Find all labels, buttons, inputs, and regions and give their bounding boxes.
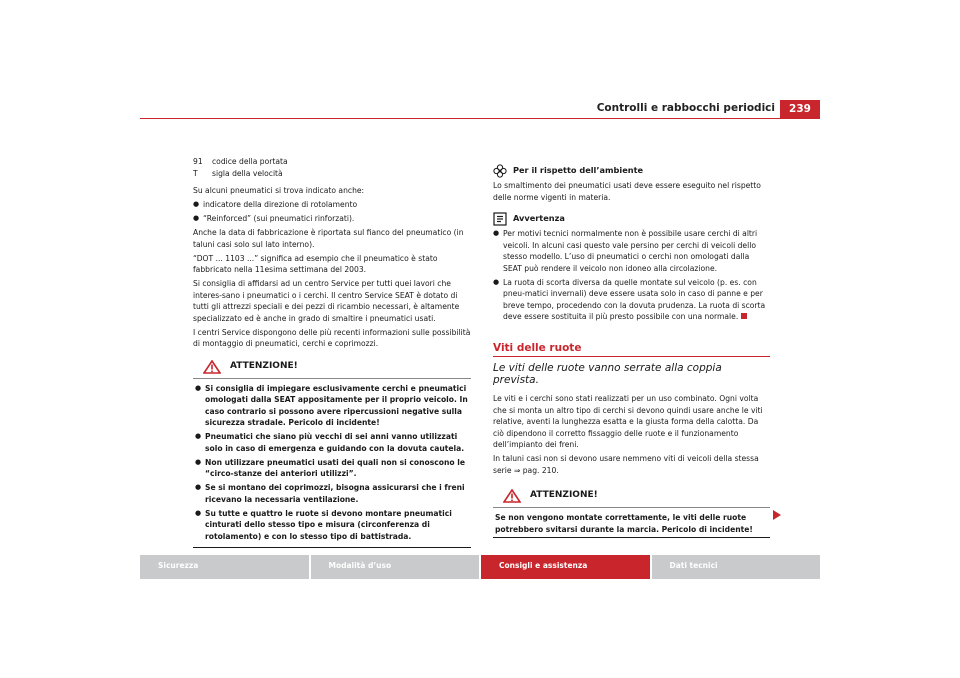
warning-box (493, 485, 770, 538)
note-item-text: La ruota di scorta diversa da quelle montate sul veicolo (p. es. con pneu-matici invernali) deve essere usata solo in caso di panne e per breve tempo, procedendo con la dovuta prudenza. La ruota di scorta deve essere sostituita il più presto possibile con una normale. (503, 277, 766, 321)
warning-triangle-icon (203, 360, 221, 374)
bullet-item (193, 213, 471, 225)
bullet-icon: ● (193, 214, 200, 222)
legend-key: T (193, 168, 198, 178)
bullet-text: “Reinforced” (sui pneumatici rinforzati). (203, 214, 355, 223)
warning-item-text: Non utilizzare pneumatici usati dei quali non si conoscono le “circo-stanze dei anteriori utilizzi”. (205, 457, 466, 478)
bullet-icon: ● (195, 383, 202, 392)
warning-item-text: Si consiglia di impiegare esclusivamente cerchi e pneumatici omologati dalla SEAT appositamente per il proprio veicolo. In caso contrario si possono avere ripercussioni negative sulla sicurezza stradale. Pericolo di incidente! (205, 383, 468, 427)
bullet-icon: ● (195, 432, 202, 440)
warning-item (195, 383, 469, 429)
left-column (193, 156, 471, 548)
warning-item-text: Su tutte e quattro le ruote si devono montare pneumatici cinturati dello stesso tipo e misura (circonferenza di rotolamento) e con lo stesso tipo di battistrada. (205, 508, 452, 541)
warning-item (195, 508, 469, 543)
bullet-icon: ● (195, 508, 202, 517)
warning-body (193, 383, 471, 547)
legend-row (193, 156, 471, 168)
warning-item (195, 482, 469, 505)
environment-text: Lo smaltimento dei pneumatici usati deve essere eseguito nel rispetto delle norme vigenti in materia. (493, 181, 761, 202)
chapter-title: Controlli e rabbocchi periodici (596, 102, 775, 114)
warning-title: ATTENZIONE! (230, 360, 298, 371)
note-item (493, 228, 770, 274)
legend-key: 91 (193, 157, 203, 166)
note-icon (493, 212, 507, 226)
environment-title: Per il rispetto dell’ambiente (513, 165, 644, 176)
bullet-icon: ● (195, 457, 202, 466)
intro-text: Su alcuni pneumatici si trova indicato anche: (193, 186, 365, 195)
legend-row (193, 168, 471, 180)
footer-nav (140, 555, 820, 579)
warning-title: ATTENZIONE! (530, 490, 598, 501)
warning-item (195, 431, 469, 454)
note-item-text: Per motivi tecnici normalmente non è possibile usare cerchi di altri veicoli. In alcuni casi questo vale persino per cerchi di veicoli dello stesso modello. L’uso di pneumatici o cerchi non omologati dalla SEAT può rendere il veicolo non idoneo alla circolazione. (503, 229, 758, 273)
warning-item (195, 457, 469, 480)
section-title: Viti delle ruote (493, 343, 770, 358)
warning-header (193, 356, 471, 379)
tab-dati-tecnici[interactable]: Dati tecnici (652, 555, 821, 579)
warning-header (493, 485, 770, 508)
warning-body: Se non vengono montate correttamente, le viti delle ruote potrebbero svitarsi durante la marcia. Pericolo di incidente! (495, 513, 753, 534)
bullet-icon: ● (493, 277, 500, 286)
bullet-icon: ● (195, 483, 202, 491)
environment-header (493, 164, 770, 178)
warning-item-text: Se si montano dei coprimozzi, bisogna assicurarsi che i freni ricevano la necessaria ventilazione. (205, 483, 465, 504)
paragraph: Le viti e i cerchi sono stati realizzati per un uso combinato. Ogni volta che si monta un altro tipo di cerchi si devono quindi usare anche le viti relative, aventi la lunghezza esatta e la giusta forma della calotta. Da ciò dipendono il corretto fissaggio delle ruote e il funzionamento dell’impianto dei freni. (493, 394, 763, 449)
page-number: 239 (780, 100, 820, 118)
note-header (493, 212, 770, 226)
paragraph: Si consiglia di affidarsi ad un centro Service per tutti quei lavori che interes-sano i pneumatici o i cerchi. Il centro Service SEAT è dotato di tutti gli attrezzi speciali e dei pezzi di ricambio necessari, è altamente specializzato ed è anche in grado di smaltire i pneumatici usati. (193, 279, 460, 323)
legend-text: sigla della velocità (212, 168, 283, 178)
arrow-right-icon[interactable] (773, 510, 781, 520)
warning-triangle-icon (503, 489, 521, 503)
paragraph: In taluni casi non si devono usare nemmeno viti di veicoli della stessa serie ⇒ pag. 210. (493, 454, 759, 475)
page-header (140, 100, 820, 118)
paragraph: “DOT ... 1103 ...” significa ad esempio che il pneumatico è stato fabbricato nella 11esima settimana del 2003. (193, 253, 438, 274)
right-column (493, 164, 770, 538)
tab-sicurezza[interactable]: Sicurezza (140, 555, 309, 579)
bullet-text: indicatore della direzione di rotolamento (203, 200, 358, 209)
paragraph: I centri Service dispongono delle più recenti informazioni sulle possibilità di montaggio di pneumatici, cerchi e coprimozzi. (193, 327, 471, 348)
tab-modalita-uso[interactable]: Modalità d’uso (311, 555, 480, 579)
end-marker (741, 313, 747, 319)
note-title: Avvertenza (513, 213, 565, 224)
legend-text: codice della portata (212, 157, 288, 166)
note-item (493, 277, 770, 323)
bullet-icon: ● (193, 200, 200, 208)
header-rule (140, 118, 820, 119)
bullet-icon: ● (493, 229, 500, 237)
bullet-item (193, 199, 471, 211)
warning-box (193, 356, 471, 548)
paragraph: Anche la data di fabbricazione è riportata sul fianco del pneumatico (in taluni casi solo sul lato interno). (193, 228, 464, 249)
flower-icon (493, 164, 507, 178)
tab-consigli-assistenza[interactable]: Consigli e assistenza (481, 555, 650, 579)
warning-item-text: Pneumatici che siano più vecchi di sei anni vanno utilizzati solo in caso di emergenza e guidando con la dovuta cautela. (205, 432, 465, 453)
section-subtitle: Le viti delle ruote vanno serrate alla coppia prevista. (493, 362, 722, 386)
